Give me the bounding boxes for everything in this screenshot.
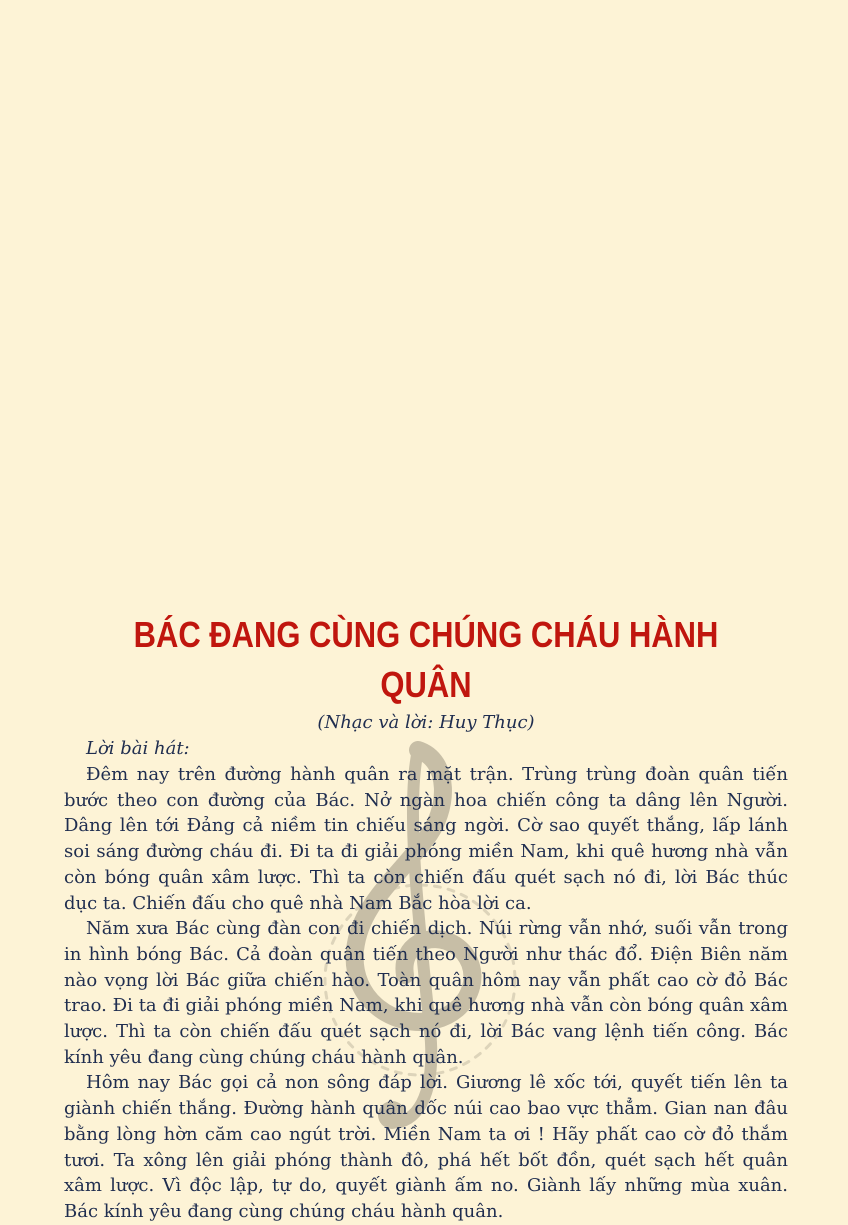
lyrics-label: Lời bài hát: <box>86 738 190 759</box>
lyrics-sheet <box>64 610 788 1225</box>
song-credit: (Nhạc và lời: Huy Thục) <box>317 712 535 733</box>
verse-1: Đêm nay trên đường hành quân ra mặt trận. Trùng trùng đoàn quân tiến bước theo con đường của Bác. Nở ngàn hoa chiến công ta dâng lên Người. Dâng lên tới Đảng cả niềm tin chiếu sáng ngời. Cờ sao quyết thắng, lấp lánh soi sáng đường cháu đi. Đi ta đi giải phóng miền Nam, khi quê hương nhà vẫn còn bóng quân xâm lược. Thì ta còn chiến đấu quét sạch nó đi, lời Bác thúc dục ta. Chiến đấu cho quê nhà Nam Bắc hòa lời ca. <box>64 764 788 914</box>
verse-3: Hôm nay Bác gọi cả non sông đáp lời. Giương lê xốc tới, quyết tiến lên ta giành chiến thắng. Đường hành quân dốc núi cao bao vực thẳm. Gian nan đâu bằng lòng hờn căm cao ngút trời. Miền Nam ta ơi ! Hãy phất cao cờ đỏ thắm tươi. Ta xông lên giải phóng thành đô, phá hết bốt đồn, quét sạch hết quân xâm lược. Vì độc lập, tự do, quyết giành ấm no. Giành lấy những mùa xuân. Bác kính yêu đang cùng chúng cháu hành quân. <box>64 1072 788 1222</box>
verse-2: Năm xưa Bác cùng đàn con đi chiến dịch. Núi rừng vẫn nhớ, suối vẫn trong in hình bóng Bác. Cả đoàn quân tiến theo Người như thác đổ. Điện Biên năm nào vọng lời Bác giữa chiến hào. Toàn quân hôm nay vẫn phất cao cờ đỏ Bác trao. Đi ta đi giải phóng miền Nam, khi quê hương nhà vẫn còn bóng quân xâm lược. Thì ta còn chiến đấu quét sạch nó đi, lời Bác vang lệnh tiến công. Bác kính yêu đang cùng chúng cháu hành quân. <box>64 918 788 1068</box>
song-title: BÁC ĐANG CÙNG CHÚNG CHÁU HÀNH QUÂN <box>133 614 719 705</box>
